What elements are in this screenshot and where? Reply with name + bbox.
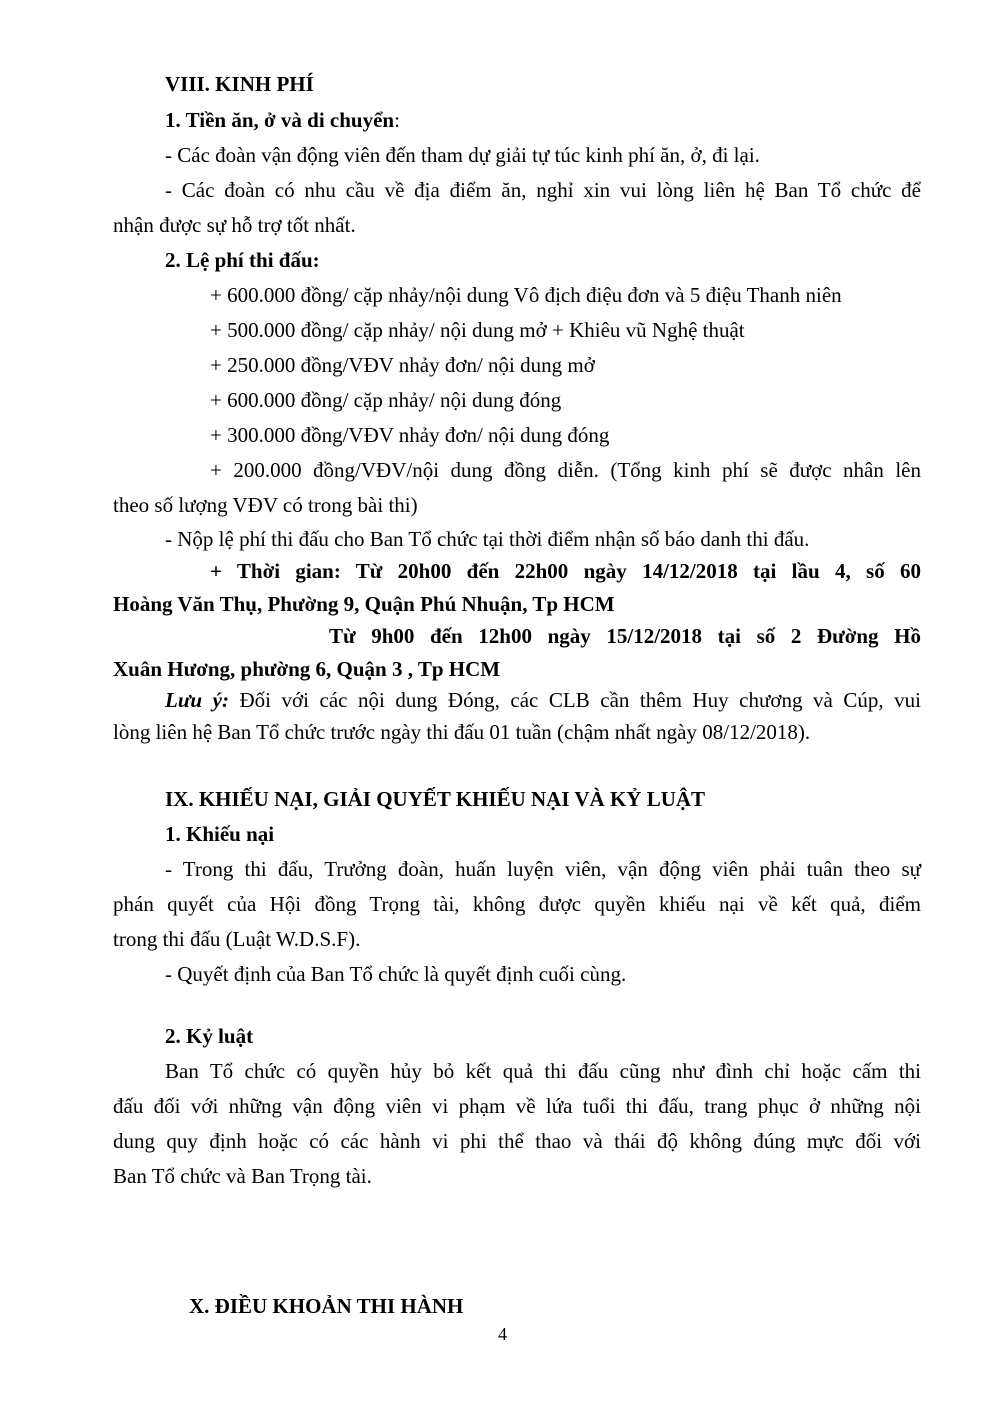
fee-item: + 500.000 đồng/ cặp nhảy/ nội dung mở + Khiêu vũ Nghệ thuật [210,318,745,342]
fee-item: + 600.000 đồng/ cặp nhảy/nội dung Vô địch điệu đơn và 5 điệu Thanh niên [210,283,842,307]
paragraph-line: nhận được sự hỗ trợ tốt nhất. [113,213,356,237]
time-line-1 [210,557,921,585]
note-text: Đối với các nội dung Đóng, các CLB cần thêm Huy chương và Cúp, vui [228,688,921,712]
time-line-2-cont: Xuân Hương, phường 6, Quận 3 , Tp HCM [113,657,501,681]
paragraph-line: dung quy định hoặc có các hành vi phi thể thao và thái độ không đúng mực đối với [113,1129,921,1153]
section-ix-sub2: 2. Kỷ luật [165,1024,254,1048]
sub1-colon: : [394,108,400,132]
time-prefix: + [210,559,237,583]
section-ix-heading: IX. KHIẾU NẠI, GIẢI QUYẾT KHIẾU NẠI VÀ KỶ LUẬT [165,787,706,811]
paragraph-line: - Các đoàn có nhu cầu về địa điểm ăn, nghỉ xin vui lòng liên hệ Ban Tổ chức để [165,178,921,202]
section-ix-sub1: 1. Khiếu nại [165,822,275,846]
section-viii-sub2: 2. Lệ phí thi đấu: [165,248,320,272]
paragraph-line: Ban Tổ chức có quyền hủy bỏ kết quả thi đấu cũng như đình chỉ hoặc cấm thi [165,1059,921,1083]
paragraph-line: phán quyết của Hội đồng Trọng tài, không được quyền khiếu nại về kết quả, điểm [113,892,921,916]
paragraph-line: - Các đoàn vận động viên đến tham dự giải tự túc kinh phí ăn, ở, đi lại. [165,143,760,167]
fee-continuation: theo số lượng VĐV có trong bài thi) [113,493,418,517]
sub1-title: 1. Tiền ăn, ở và di chuyển [165,108,395,132]
note-line-cont: lòng liên hệ Ban Tổ chức trước ngày thi đấu 01 tuần (chậm nhất ngày 08/12/2018). [113,720,811,744]
fee-item: + 600.000 đồng/ cặp nhảy/ nội dung đóng [210,388,562,412]
section-viii-sub1 [165,106,400,134]
fee-item: + 300.000 đồng/VĐV nhảy đơn/ nội dung đóng [210,423,610,447]
time-detail-1: : Từ 20h00 đến 22h00 ngày 14/12/2018 tại lầu 4, số 60 [333,559,921,583]
page-number: 4 [498,1324,507,1344]
time-line-1-cont: Hoàng Văn Thụ, Phường 9, Quận Phú Nhuận, Tp HCM [113,592,615,616]
time-line-2: Từ 9h00 đến 12h00 ngày 15/12/2018 tại số 2 Đường Hồ [329,624,921,648]
note-line [165,686,921,714]
fee-item: + 250.000 đồng/VĐV nhảy đơn/ nội dung mở [210,353,595,377]
section-viii-heading: VIII. KINH PHÍ [165,72,314,96]
paragraph-line: đấu đối với những vận động viên vi phạm về lứa tuổi thi đấu, trang phục ở những nội [113,1094,921,1118]
time-label: Thời gian [236,559,334,583]
paragraph-line: Ban Tổ chức và Ban Trọng tài. [113,1164,372,1188]
paragraph-line: - Quyết định của Ban Tổ chức là quyết định cuối cùng. [165,962,627,986]
paragraph-line: trong thi đấu (Luật W.D.S.F). [113,927,361,951]
fee-item: + 200.000 đồng/VĐV/nội dung đồng diễn. (Tổng kinh phí sẽ được nhân lên [210,458,921,482]
paragraph-line: - Trong thi đấu, Trưởng đoàn, huấn luyện viên, vận động viên phải tuân theo sự [165,857,921,881]
pay-note: - Nộp lệ phí thi đấu cho Ban Tổ chức tại thời điểm nhận số báo danh thi đấu. [165,527,810,551]
note-label: Lưu ý: [165,688,229,712]
section-x-heading: X. ĐIỀU KHOẢN THI HÀNH [189,1294,464,1318]
